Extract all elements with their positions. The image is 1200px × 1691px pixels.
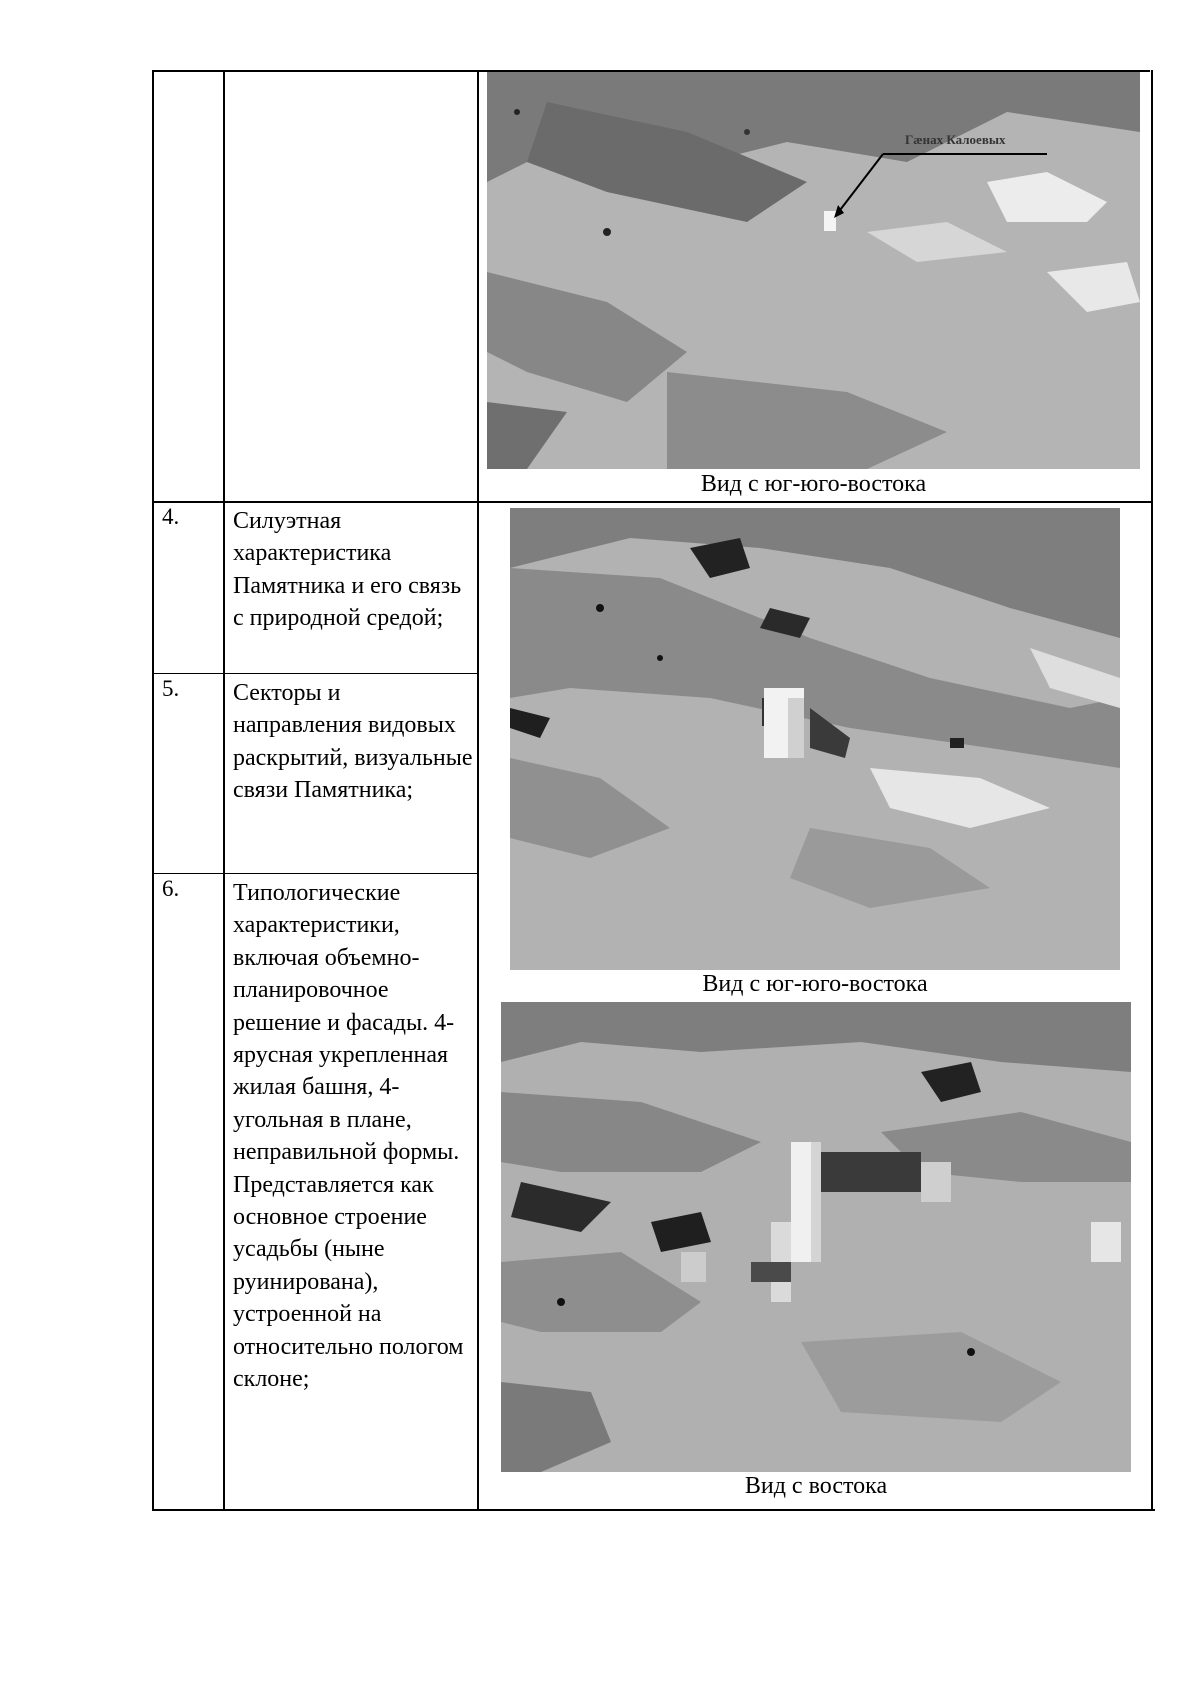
row-description: Силуэтная характеристика Памятника и его связь с природной средой; [233, 508, 462, 632]
row-number: 6. [162, 876, 180, 901]
table-row-divider-5 [152, 873, 479, 874]
photo-caption: Вид с юг-юго-востока [700, 471, 927, 497]
row-description: Секторы и направления видовых раскрытий, визуальные связи Памятника; [233, 680, 473, 804]
tower-photo [510, 508, 1120, 970]
tower-ruins-photo [501, 1002, 1131, 1472]
photo-label: Гæнах Калоевых [905, 132, 1006, 147]
table-border-left [152, 70, 154, 1511]
row-number: 5. [162, 676, 180, 701]
table-border-right [1151, 70, 1153, 1511]
row-description: Типологические характеристики, включая объемно-планировочное решение и фасады. 4-ярусная укрепленная жилая башня, 4-угольная в плане, неправильной формы. Представляется как основное строение усадьбы (ныне руинирована), устроенной на относительно пологом склоне; [233, 880, 464, 1393]
table-row-divider-3 [152, 501, 1153, 503]
table-row-divider-4 [152, 673, 479, 674]
table-column-divider-1 [223, 70, 225, 1511]
table-column-divider-2 [477, 70, 479, 1511]
photo-caption: Вид с юг-юго-востока [702, 971, 928, 997]
photo-caption: Вид с востока [744, 1473, 888, 1499]
row-number: 4. [162, 504, 180, 529]
landscape-photo [487, 72, 1140, 469]
table-border-bottom [152, 1509, 1155, 1511]
